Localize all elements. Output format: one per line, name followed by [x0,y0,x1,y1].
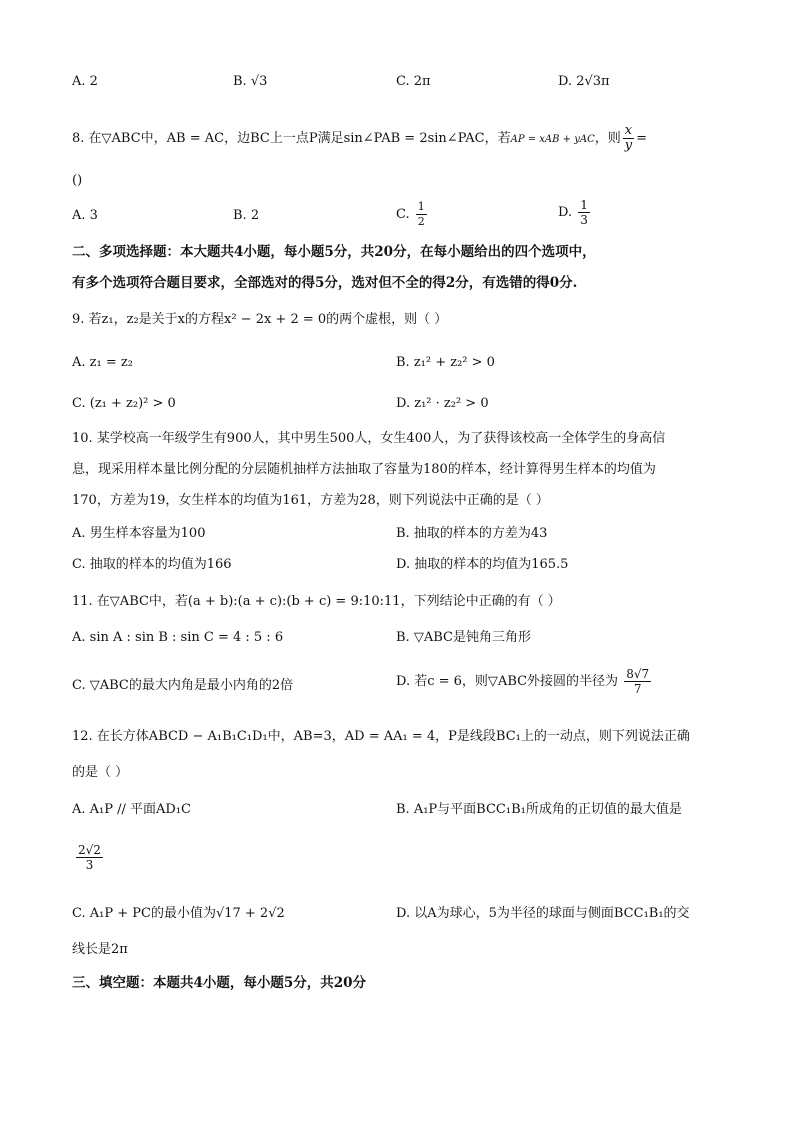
q12-option-d-line1: D. 以A为球心，5为半径的球面与侧面BCC₁B₁的交 [396,906,690,921]
q12-option-b-value: $\frac{2√2}{3}$ [78,843,101,872]
section-2-heading-line2: 有多个选项符合题目要求，全部选对的得5分，选对但不全的得2分，有选错的得0分. [72,275,578,291]
q8-option-c: C. $\frac{1}{2}$ [396,200,425,228]
q9-option-d: D. z₁² · z₂² > 0 [396,396,489,411]
q10-stem-line3: 170，方差为19，女生样本的均值为161，方差为28，则下列说法中正确的是（ ） [72,493,549,508]
q12-option-b: B. A₁P与平面BCC₁B₁所成角的正切值的最大值是 [396,802,682,817]
q8-stem-text: 8. 在▽ABC中，AB = AC，边BC上一点P满足sin∠PAB = 2sin∠PAC，若 [72,131,511,146]
q12-option-d-line2: 线长是2π [72,942,128,957]
q7-option-b: B. √3 [233,74,268,89]
q10-option-c: C. 抽取的样本的均值为166 [72,557,232,572]
q7-option-c: C. 2π [396,74,431,89]
q9-stem: 9. 若z₁，z₂是关于x的方程x² − 2x + 2 = 0的两个虚根，则（ ） [72,312,448,327]
q11-option-a: A. sin A : sin B : sin C = 4 : 5 : 6 [72,630,284,645]
q8-option-b: B. 2 [233,208,260,223]
q9-option-b: B. z₁² + z₂² > 0 [396,355,495,370]
q10-option-d: D. 抽取的样本的均值为165.5 [396,557,569,572]
q8-stem [72,124,647,153]
q10-option-b: B. 抽取的样本的方差为43 [396,526,548,541]
q10-stem-line1: 10. 某学校高一年级学生有900人，其中男生500人，女生400人，为了获得该校高一全体学生的身高信 [72,431,666,446]
q12-option-c: C. A₁P + PC的最小值为√17 + 2√2 [72,906,285,921]
q11-option-d: D. 若c = 6，则▽ABC外接圆的半径为 $\frac{8√7}{7}$ [396,667,650,696]
q12-stem-line1: 12. 在长方体ABCD − A₁B₁C₁D₁中，AB=3，AD = AA₁ = 4，P是线段BC₁上的一动点，则下列说法正确 [72,729,690,744]
q7-option-d: D. 2√3π [558,74,610,89]
q12-option-a: A. A₁P // 平面AD₁C [72,802,191,817]
q8-option-d: D. $\frac{1}{3}$ [558,198,588,227]
q11-option-c: C. ▽ABC的最大内角是最小内角的2倍 [72,678,294,693]
q8-equals: = [636,131,648,146]
q11-option-b: B. ▽ABC是钝角三角形 [396,630,531,645]
q8-paren: () [72,173,83,188]
q9-option-c: C. (z₁ + z₂)² > 0 [72,396,176,411]
section-2-heading-line1: 二、多项选择题：本大题共4小题，每小题5分，共20分，在每小题给出的四个选项中， [72,244,596,260]
q10-stem-line2: 息，现采用样本量比例分配的分层随机抽样方法抽取了容量为180的样本，经计算得男生样本的均值为 [72,462,656,477]
section-3-heading: 三、填空题：本题共4小题，每小题5分，共20分 [72,975,367,991]
q11-stem: 11. 在▽ABC中，若(a + b):(a + c):(b + c) = 9:10:11，下列结论中正确的有（ ） [72,594,561,609]
q8-option-a: A. 3 [72,208,98,223]
q7-option-a: A. 2 [72,74,98,89]
q8-x-over-y: $\frac{x}{y}$ [624,123,633,153]
q9-option-a: A. z₁ = z₂ [72,355,133,370]
q12-stem-line2: 的是（ ） [72,765,129,780]
q10-option-a: A. 男生样本容量为100 [72,526,206,541]
q8-vector-eq: AP = xAB + yAC [510,134,595,145]
q8-stem-then: ，则 [594,131,621,146]
